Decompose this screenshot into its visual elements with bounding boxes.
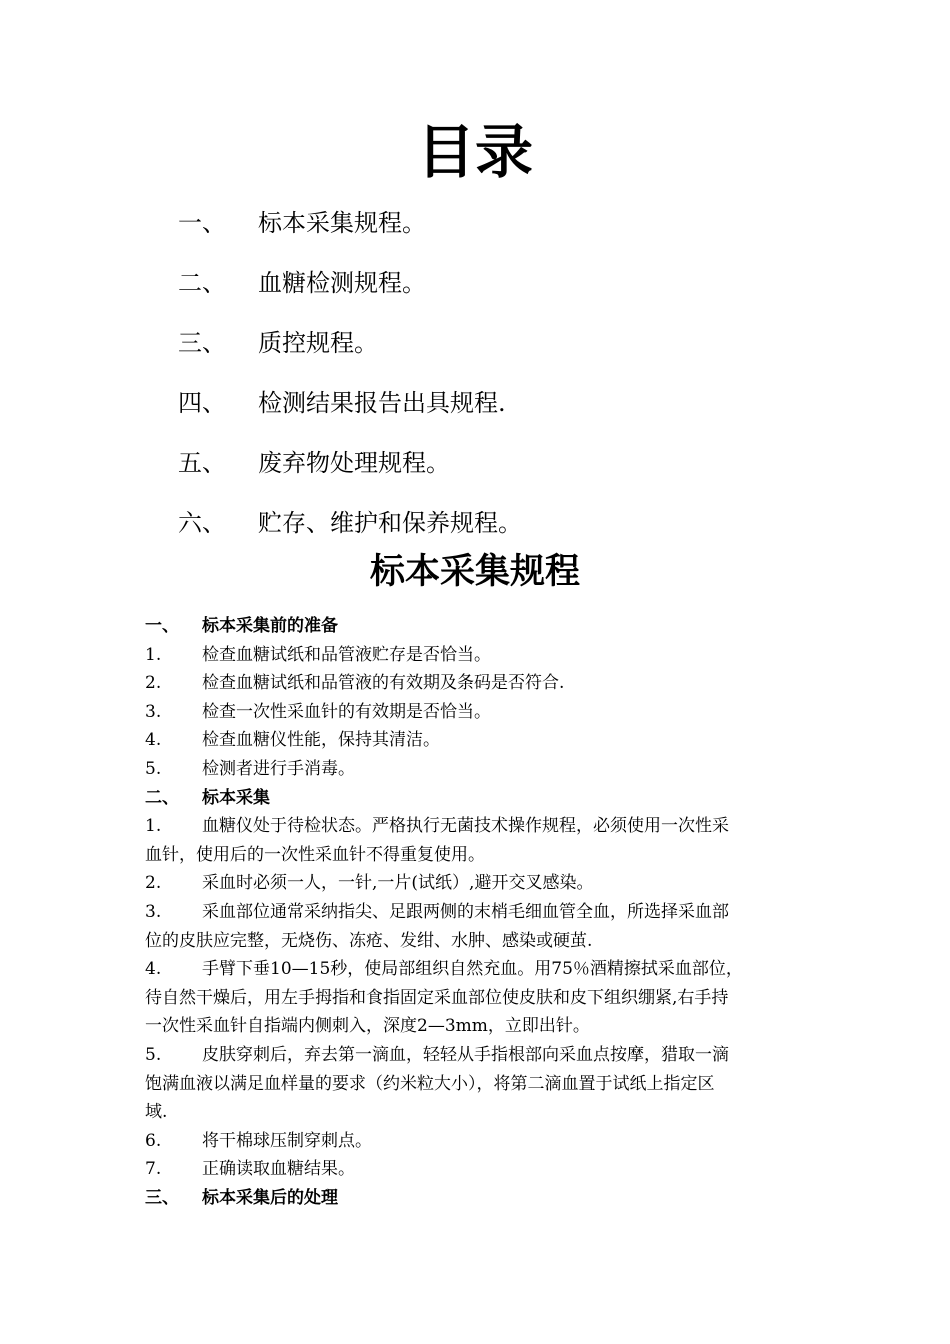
toc-title: 目录	[416, 118, 533, 186]
toc-item	[178, 430, 878, 490]
list-item	[145, 1127, 805, 1156]
list-item-text: 检查一次性采血针的有效期是否恰当。	[202, 701, 491, 722]
list-item	[145, 1041, 805, 1127]
list-item	[145, 726, 805, 755]
list-item-number: 4.	[145, 730, 162, 751]
subsection-number: 一、	[145, 616, 179, 636]
list-item-number: 4.	[145, 959, 162, 980]
toc-item	[178, 490, 878, 550]
list-item-continuation: 一次性采血针自指端内侧刺入，深度2—3mm，立即出针。	[145, 1016, 590, 1037]
toc-item-text: 质控规程。	[258, 328, 378, 357]
list-item-text: 检查血糖仪性能，保持其清洁。	[202, 730, 440, 751]
toc-item-text: 废弃物处理规程。	[258, 448, 450, 477]
toc-item-text: 血糖检测规程。	[258, 268, 426, 297]
list-item-text: 检查血糖试纸和品管液的有效期及条码是否符合.	[202, 673, 565, 694]
list-item-number: 2.	[145, 873, 162, 894]
list-item-number: 1.	[145, 644, 162, 665]
subsection-heading	[145, 784, 805, 813]
list-item-number: 1.	[145, 816, 162, 837]
list-item-continuation: 待自然干燥后，用左手拇指和食指固定采血部位使皮肤和皮下组织绷紧,右手持	[145, 987, 729, 1008]
list-item-text: 手臂下垂10—15秒，使局部组织自然充血。用75％酒精擦拭采血部位，	[202, 959, 743, 980]
list-item-text: 采血部位通常采纳指尖、足跟两侧的末梢毛细血管全血，所选择采血部	[202, 901, 729, 922]
list-item-continuation: 血针，使用后的一次性采血针不得重复使用。	[145, 844, 485, 865]
list-item-text: 皮肤穿刺后，弃去第一滴血，轻轻从手指根部向采血点按摩，猎取一滴	[202, 1044, 729, 1065]
toc-list	[178, 190, 878, 550]
toc-item-number: 六、	[178, 508, 226, 537]
list-item-number: 3.	[145, 701, 162, 722]
list-item	[145, 898, 805, 955]
subsection-number: 二、	[145, 787, 179, 808]
list-item-number: 5.	[145, 1044, 162, 1065]
subsection-title: 标本采集前的准备	[202, 616, 338, 636]
section-body	[145, 612, 805, 1212]
list-item-continuation: 域.	[145, 1102, 168, 1123]
list-item-text: 血糖仪处于待检状态。严格执行无菌技术操作规程，必须使用一次性采	[202, 816, 729, 837]
toc-item-text: 标本采集规程。	[258, 208, 426, 237]
list-item-text: 检测者进行手消毒。	[202, 758, 355, 779]
list-item-continuation: 位的皮肤应完整，无烧伤、冻疮、发绀、水肿、感染或硬茧.	[145, 930, 593, 951]
list-item-number: 7.	[145, 1159, 162, 1180]
subsection-title: 标本采集后的处理	[202, 1187, 338, 1208]
toc-item-number: 三、	[178, 328, 226, 357]
toc-item	[178, 250, 878, 310]
list-item	[145, 955, 805, 1041]
list-item-number: 2.	[145, 673, 162, 694]
toc-item	[178, 190, 878, 250]
toc-item-number: 五、	[178, 448, 226, 477]
list-item	[145, 812, 805, 869]
list-item	[145, 698, 805, 727]
list-item-continuation: 饱满血液以满足血样量的要求（约米粒大小），将第二滴血置于试纸上指定区	[145, 1073, 715, 1094]
list-item	[145, 755, 805, 784]
list-item	[145, 869, 805, 898]
toc-item	[178, 370, 878, 430]
list-item-text: 正确读取血糖结果。	[202, 1159, 355, 1180]
list-item	[145, 1155, 805, 1184]
list-item-text: 将干棉球压制穿刺点。	[202, 1130, 372, 1151]
toc-item	[178, 310, 878, 370]
list-item	[145, 669, 805, 698]
subsection-heading	[145, 1184, 805, 1213]
toc-item-text: 检测结果报告出具规程.	[258, 388, 506, 417]
list-item-text: 采血时必须一人，一针,一片(试纸）,避开交叉感染。	[202, 873, 594, 894]
toc-item-text: 贮存、维护和保养规程。	[258, 508, 522, 537]
list-item-number: 6.	[145, 1130, 162, 1151]
list-item	[145, 641, 805, 670]
subsection-heading	[145, 612, 805, 641]
toc-item-number: 一、	[178, 208, 226, 237]
subsection-number: 三、	[145, 1187, 179, 1208]
list-item-number: 5.	[145, 758, 162, 779]
subsection-title: 标本采集	[202, 787, 270, 808]
list-item-text: 检查血糖试纸和品管液贮存是否恰当。	[202, 644, 491, 665]
section-title: 标本采集规程	[369, 552, 580, 592]
toc-item-number: 二、	[178, 268, 226, 297]
toc-item-number: 四、	[178, 388, 226, 417]
list-item-number: 3.	[145, 901, 162, 922]
